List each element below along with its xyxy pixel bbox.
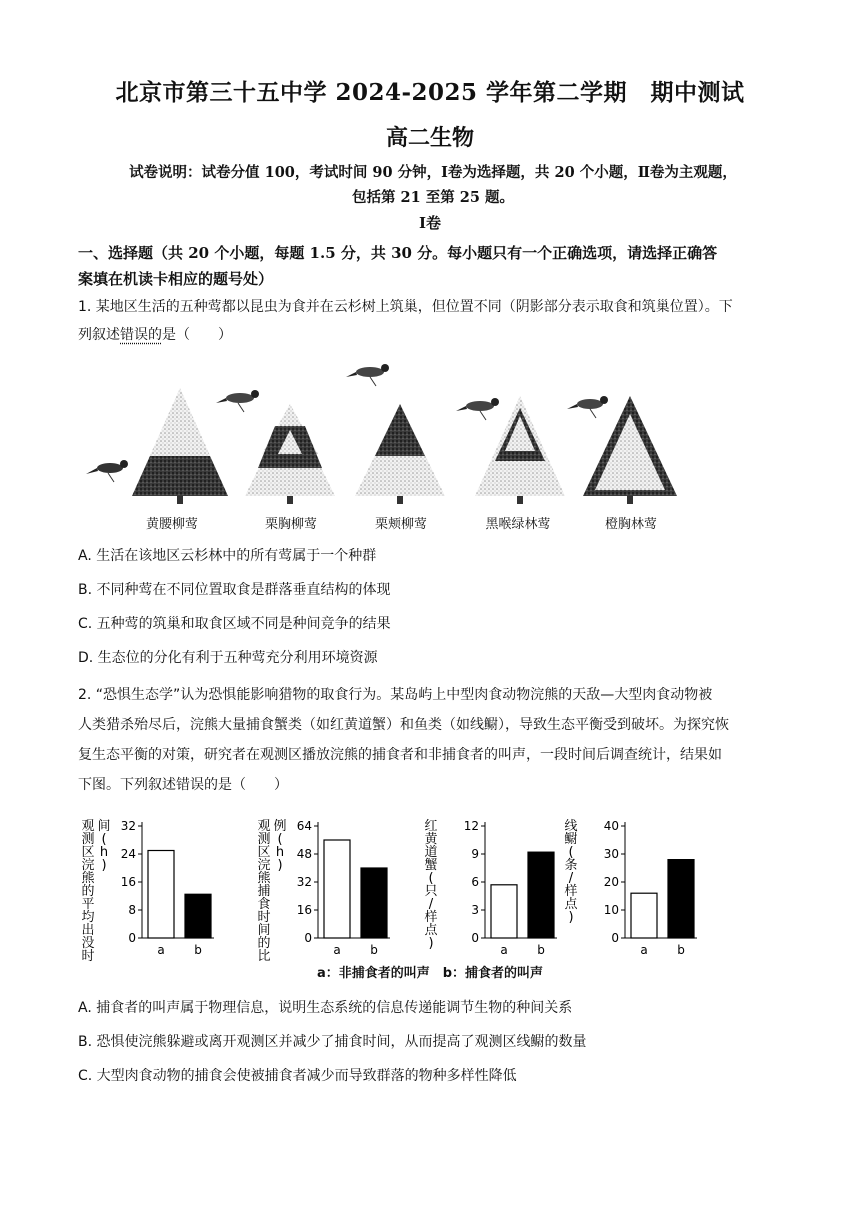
q2-option-a: A. 捕食者的叫声属于物理信息，说明生态系统的信息传递能调节生物的种间关系	[78, 1000, 573, 1016]
chart-1-tick-label-0: 0	[128, 931, 136, 945]
chart-4-category-b: b	[677, 943, 685, 957]
chart-4-bar-b	[668, 860, 694, 938]
chart-3-tick-label-3: 9	[471, 847, 479, 861]
chart-2-ylabel-char: 测	[257, 832, 271, 847]
chart-4-ylabel-char: 点	[564, 897, 578, 912]
q2-stem-line-3: 复生态平衡的对策，研究者在观测区播放浣熊的捕食者和非捕食者的叫声，一段时间后调查统计，结果如	[78, 747, 722, 763]
question-1-stem	[78, 293, 790, 349]
chart-4-ylabel-char: 线	[564, 819, 578, 834]
chart-4-ylabel-char: 鳚	[564, 832, 578, 847]
raccoon-fear-charts	[70, 812, 790, 962]
chart-2-tick-label-3: 48	[296, 847, 312, 861]
chart-1-ylabel-char: 浣	[81, 858, 95, 873]
chart-1-category-a: a	[157, 943, 165, 957]
q1-option-b: B. 不同种莺在不同位置取食是群落垂直结构的体现	[78, 582, 391, 598]
bird-1-icon	[86, 460, 128, 482]
chart-1-ylabel-char: 均	[81, 910, 95, 925]
chart-1-ylabel-char: h	[99, 845, 109, 860]
chart-4-ylabel-char: (	[568, 845, 574, 860]
bird-4-icon	[456, 398, 499, 420]
chart-2-ylabel-char: 的	[257, 936, 271, 951]
note-line-2: 包括第 21 至第 25 题。	[351, 189, 515, 206]
chart-1-bar-b	[185, 894, 211, 938]
chart-4-category-a: a	[640, 943, 648, 957]
chart-2-category-a: a	[333, 943, 341, 957]
chart-2-ylabel-char: 捕	[257, 884, 271, 899]
chart-2-ylabel-char: 例	[273, 819, 287, 834]
bird-2-icon	[216, 390, 259, 412]
chart-1-ylabel-char: 熊	[81, 871, 95, 886]
chart-4-tick-label-3: 30	[603, 847, 619, 861]
chart-3-ylabel-char: 只	[424, 884, 438, 899]
chart-1-ylabel-char: 观	[81, 819, 95, 834]
chart-2-tick-label-1: 16	[296, 903, 312, 917]
tree-label-4: 黑喉绿林莺	[485, 517, 551, 532]
tree-label-1: 黄腰柳莺	[145, 517, 198, 532]
chart-2-tick-label-0: 0	[304, 931, 312, 945]
tree-3-cape-may	[355, 404, 445, 504]
chart-2-ylabel-char: 熊	[257, 871, 271, 886]
chart-3-ylabel-char: 黄	[424, 832, 438, 847]
chart-4-tick-label-0: 0	[611, 931, 619, 945]
chart-3-tick-label-4: 12	[463, 819, 479, 833]
q1-stem-suffix: 是（ ）	[162, 327, 232, 343]
chart-4-ylabel-char: /	[568, 871, 574, 886]
chart-1-ylabel-char: 没	[81, 936, 95, 951]
q2-option-c: C. 大型肉食动物的捕食会使被捕食者减少而导致群落的物种多样性降低	[78, 1068, 517, 1084]
tree-2-bay-breasted	[245, 404, 335, 504]
q2-option-b: B. 恐惧使浣熊躲避或离开观测区并减少了捕食时间，从而提高了观测区线鳚的数量	[78, 1034, 587, 1050]
chart-3-bar-a	[491, 885, 517, 938]
chart-1-ylabel-char: 时	[81, 949, 95, 962]
tree-label-3: 栗颊柳莺	[374, 517, 427, 532]
chart-3-ylabel-char: (	[428, 871, 434, 886]
chart-2-tick-label-2: 32	[296, 875, 312, 889]
chart-2-ylabel-char: 观	[257, 819, 271, 834]
bird-3-icon	[346, 364, 389, 386]
chart-3-ylabel-char: 红	[424, 819, 438, 834]
section-heading-line-1: 一、选择题（共 20 个小题，每题 1.5 分，共 30 分。每小题只有一个正确选项，请选择正确答	[78, 244, 718, 262]
tree-label-5: 橙胸林莺	[604, 517, 657, 532]
chart-1-ylabel-char: )	[101, 858, 107, 873]
q1-stem-line-1: 1. 某地区生活的五种莺都以昆虫为食并在云杉树上筑巢，但位置不同（阴影部分表示取食和筑巢位置）。下	[78, 299, 733, 315]
chart-3-ylabel-char: 点	[424, 923, 438, 938]
q1-stem-prefix: 列叙述	[78, 327, 120, 343]
q1-stem-line-2	[78, 321, 790, 349]
q1-option-c: C. 五种莺的筑巢和取食区域不同是种间竞争的结果	[78, 616, 391, 632]
chart-4-ylabel-char: 条	[564, 858, 578, 873]
chart-4-ylabel-char: 样	[564, 884, 578, 899]
chart-1-tick-label-1: 8	[128, 903, 136, 917]
chart-2-bar-b	[361, 868, 387, 938]
chart-legend: a：非捕食者的叫声 b：捕食者的叫声	[316, 966, 544, 981]
section-heading-line-2: 案填在机读卡相应的题号处）	[78, 270, 274, 288]
note-line-1: 试卷说明：试卷分值 100，考试时间 90 分钟，Ⅰ卷为选择题，共 20 个小题，Ⅱ卷为主观题，	[129, 164, 737, 181]
exam-subtitle: 高二生物	[385, 125, 474, 151]
q2-stem-line-4: 下图。下列叙述错误的是（ ）	[78, 777, 288, 793]
chart-3-tick-label-1: 3	[471, 903, 479, 917]
bird-5-icon	[567, 396, 608, 418]
chart-4-tick-label-4: 40	[603, 819, 619, 833]
chart-2-ylabel-char: 区	[257, 845, 271, 860]
chart-2-ylabel-char: 时	[257, 910, 271, 925]
chart-1-ylabel-char: 的	[81, 884, 95, 899]
chart-3-tick-label-0: 0	[471, 931, 479, 945]
chart-3-ylabel-char: /	[428, 897, 434, 912]
chart-2-ylabel-char: h	[275, 845, 285, 860]
exam-note	[78, 160, 788, 210]
chart-1-ylabel-char: 间	[97, 819, 111, 834]
chart-3-ylabel-char: 样	[424, 910, 438, 925]
chart-3-category-b: b	[537, 943, 545, 957]
chart-1-ylabel-char: 测	[81, 832, 95, 847]
chart-1-tick-label-4: 32	[120, 819, 136, 833]
chart-2-tick-label-4: 64	[296, 819, 312, 833]
chart-3-ylabel-char: 道	[424, 845, 438, 860]
q1-stem-emphasis: 错误的	[120, 327, 162, 343]
chart-4-tick-label-1: 10	[603, 903, 619, 917]
chart-1-bar-a	[148, 851, 174, 939]
chart-2-ylabel-char: 食	[257, 897, 271, 912]
warbler-tree-figure	[80, 356, 680, 510]
chart-3-ylabel-char: )	[428, 936, 434, 951]
question-2-stem	[78, 680, 790, 800]
chart-1-ylabel-char: 平	[81, 897, 95, 912]
q2-stem-line-1: 2. “恐惧生态学”认为恐惧能影响猎物的取食行为。某岛屿上中型肉食动物浣熊的天敌—大型肉食动物被	[78, 687, 713, 703]
q1-option-a: A. 生活在该地区云杉林中的所有莺属于一个种群	[78, 548, 377, 564]
q2-stem-line-2: 人类猎杀殆尽后，浣熊大量捕食蟹类（如红黄道蟹）和鱼类（如线鳚），导致生态平衡受到破坏。为探究恢	[78, 717, 729, 733]
chart-3-ylabel-char: 蟹	[424, 858, 438, 873]
volume-heading: Ⅰ卷	[418, 214, 442, 232]
chart-2-ylabel-char: 间	[257, 923, 271, 938]
chart-1-ylabel-char: (	[101, 832, 107, 847]
tree-label-2: 栗胸柳莺	[264, 517, 317, 532]
tree-1-yellow-rumped	[132, 388, 228, 504]
tree-4-black-throated-green	[475, 396, 565, 504]
chart-3-bar-b	[528, 852, 554, 938]
q1-option-d: D. 生态位的分化有利于五种莺充分利用环境资源	[78, 650, 378, 666]
chart-1-ylabel-char: 区	[81, 845, 95, 860]
section-heading	[78, 240, 790, 292]
chart-2-category-b: b	[370, 943, 378, 957]
chart-3-tick-label-2: 6	[471, 875, 479, 889]
chart-4-tick-label-2: 20	[603, 875, 619, 889]
chart-2-ylabel-char: (	[277, 832, 283, 847]
chart-4-ylabel-char: )	[568, 910, 574, 925]
tree-5-blackburnian	[583, 396, 677, 504]
chart-2-ylabel-char: 浣	[257, 858, 271, 873]
chart-1-ylabel-char: 出	[81, 923, 95, 938]
chart-2-ylabel-char: 比	[257, 949, 271, 962]
exam-title: 北京市第三十五中学 2024-2025 学年第二学期 期中测试	[115, 79, 745, 106]
chart-1-tick-label-3: 24	[120, 847, 136, 861]
chart-3-category-a: a	[500, 943, 508, 957]
chart-2-ylabel-char: )	[277, 858, 283, 873]
chart-1-category-b: b	[194, 943, 202, 957]
chart-4-bar-a	[631, 893, 657, 938]
chart-1-tick-label-2: 16	[120, 875, 136, 889]
chart-2-bar-a	[324, 840, 350, 938]
